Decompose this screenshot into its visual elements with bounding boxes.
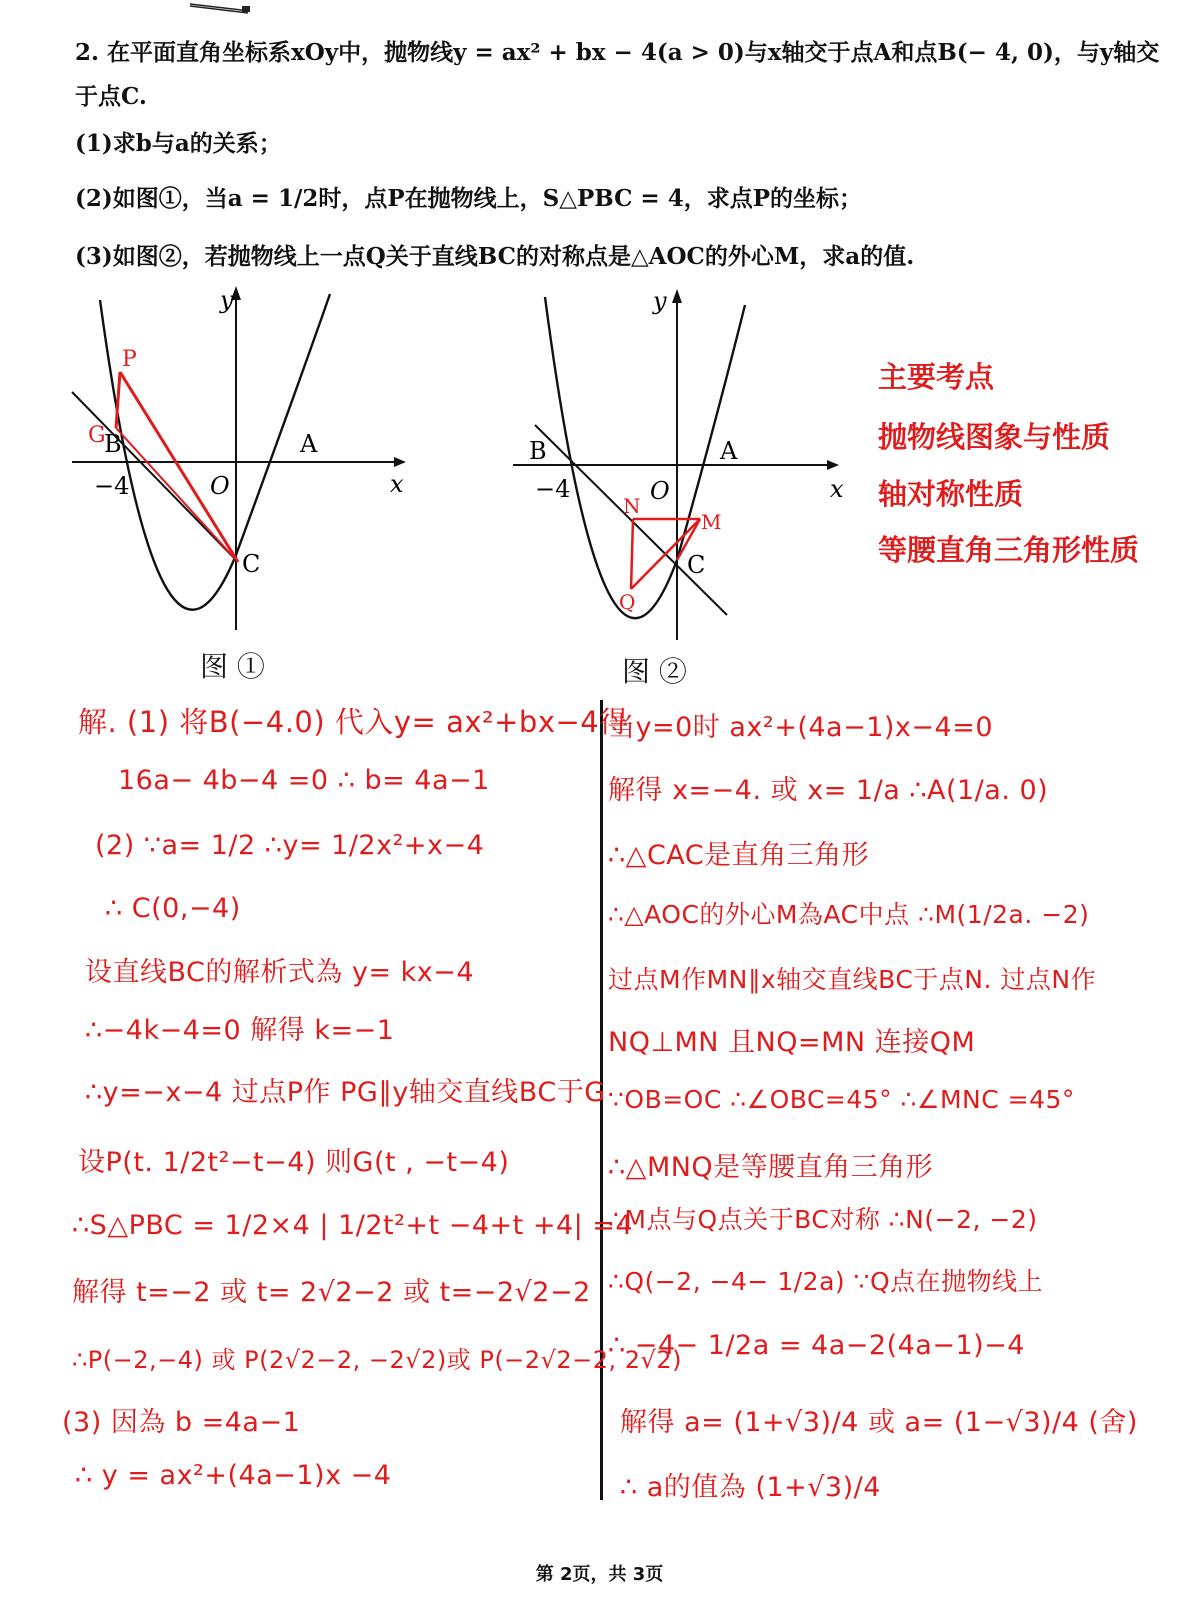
question-1: (1)求b与a的关系； bbox=[75, 130, 282, 157]
fig2-A-label: A bbox=[720, 437, 738, 465]
fig1-minus4-label: −4 bbox=[94, 472, 130, 500]
fig2-y-label: y bbox=[653, 287, 667, 315]
pen-scribble bbox=[188, 0, 258, 14]
fig2-x-label: x bbox=[830, 475, 844, 503]
question-3: (3)如图②，若抛物线上一点Q关于直线BC的对称点是△AOC的外心M，求a的值. bbox=[75, 243, 915, 270]
solution-left-line: ∴S△PBC = 1/2×4 | 1/2t²+t −4+t +4| =4 bbox=[72, 1210, 634, 1241]
solution-right-line: ∴△MNQ是等腰直角三角形 bbox=[608, 1152, 934, 1183]
fig2-N-label: N bbox=[623, 494, 641, 518]
solution-left-line: 16a− 4b−4 =0 ∴ b= 4a−1 bbox=[118, 765, 490, 796]
solution-left-line: ∴P(−2,−4) 或 P(2√2−2, −2√2)或 P(−2√2−2, 2√2) bbox=[72, 1346, 682, 1374]
solution-right-line: ∴ −4− 1/2a = 4a−2(4a−1)−4 bbox=[608, 1330, 1025, 1361]
topics-title: 主要考点 bbox=[878, 360, 995, 394]
fig2-C-label: C bbox=[687, 551, 706, 579]
solution-left-line: 设直线BC的解析式為 y= kx−4 bbox=[85, 957, 475, 988]
topic-item: 抛物线图象与性质 bbox=[878, 420, 1111, 454]
page-number: 第 2页，共 3页 bbox=[535, 1564, 664, 1585]
solution-right-line: ∴Q(−2, −4− 1/2a) ∵Q点在抛物线上 bbox=[608, 1267, 1044, 1296]
fig1-origin-label: O bbox=[210, 472, 230, 500]
fig2-Q-label: Q bbox=[619, 590, 636, 614]
fig1-P-label: P bbox=[122, 347, 137, 372]
solution-right-line: 过点M作MN∥x轴交直线BC于点N. 过点N作 bbox=[608, 965, 1097, 994]
solution-right-line: 当y=0时 ax²+(4a−1)x−4=0 bbox=[608, 712, 994, 743]
topic-item: 等腰直角三角形性质 bbox=[878, 533, 1140, 567]
solution-left-line: 解. (1) 将B(−4.0) 代入y= ax²+bx−4得 bbox=[78, 705, 629, 739]
solution-left-line: ∴y=−x−4 过点P作 PG∥y轴交直线BC于G bbox=[85, 1077, 606, 1108]
fig2-B-label: B bbox=[529, 437, 547, 465]
solution-left-line: ∴ C(0,−4) bbox=[105, 893, 241, 924]
fig1-y-label: y bbox=[220, 286, 234, 314]
fig1-G-label: G bbox=[88, 423, 106, 448]
solution-left-line: ∴−4k−4=0 解得 k=−1 bbox=[85, 1015, 395, 1046]
solution-right-line: 解得 x=−4. 或 x= 1/a ∴A(1/a. 0) bbox=[608, 775, 1049, 806]
solution-right-line: ∴M点与Q点关于BC对称 ∴N(−2, −2) bbox=[608, 1205, 1038, 1234]
fig2-minus4-label: −4 bbox=[535, 475, 571, 503]
solution-left-line: (3) 因為 b =4a−1 bbox=[62, 1407, 301, 1438]
question-2: (2)如图①，当a = 1/2时，点P在抛物线上，S△PBC = 4，求点P的坐标； bbox=[75, 185, 863, 212]
solution-right-line: ∴△AOC的外心M為AC中点 ∴M(1/2a. −2) bbox=[608, 900, 1090, 929]
solution-left-line: 解得 t=−2 或 t= 2√2−2 或 t=−2√2−2 bbox=[72, 1277, 591, 1308]
solution-right-line: ∴△CAC是直角三角形 bbox=[608, 840, 870, 871]
figure-2 bbox=[505, 285, 865, 645]
solution-right-line: ∴ a的值為 (1+√3)/4 bbox=[620, 1472, 881, 1503]
fig1-C-label: C bbox=[242, 550, 261, 578]
fig1-x-label: x bbox=[390, 470, 404, 498]
problem-line-1: 2. 在平面直角坐标系xOy中，抛物线y = ax² + bx − 4(a > 0)与x轴交于点A和点B(− 4, 0)，与y轴交 bbox=[75, 39, 1160, 66]
figure-2-caption: 图 ② bbox=[622, 655, 687, 688]
solution-right-line: ∵OB=OC ∴∠OBC=45° ∴∠MNC =45° bbox=[608, 1085, 1075, 1114]
fig2-origin-label: O bbox=[650, 477, 670, 505]
fig2-M-label: M bbox=[701, 510, 722, 534]
problem-line-2: 于点C. bbox=[75, 83, 147, 110]
solution-left-line: (2) ∵a= 1/2 ∴y= 1/2x²+x−4 bbox=[95, 830, 485, 861]
figure-1 bbox=[60, 280, 440, 640]
topic-item: 轴对称性质 bbox=[878, 477, 1024, 511]
solution-right-line: NQ⊥MN 且NQ=MN 连接QM bbox=[608, 1027, 976, 1058]
fig1-A-label: A bbox=[300, 430, 318, 458]
solution-left-line: ∴ y = ax²+(4a−1)x −4 bbox=[75, 1460, 392, 1491]
fig1-B-label: B bbox=[104, 430, 122, 458]
solution-right-line: 解得 a= (1+√3)/4 或 a= (1−√3)/4 (舍) bbox=[620, 1407, 1138, 1438]
solution-left-line: 设P(t. 1/2t²−t−4) 则G(t , −t−4) bbox=[78, 1147, 510, 1178]
figure-1-caption: 图 ① bbox=[200, 650, 265, 683]
